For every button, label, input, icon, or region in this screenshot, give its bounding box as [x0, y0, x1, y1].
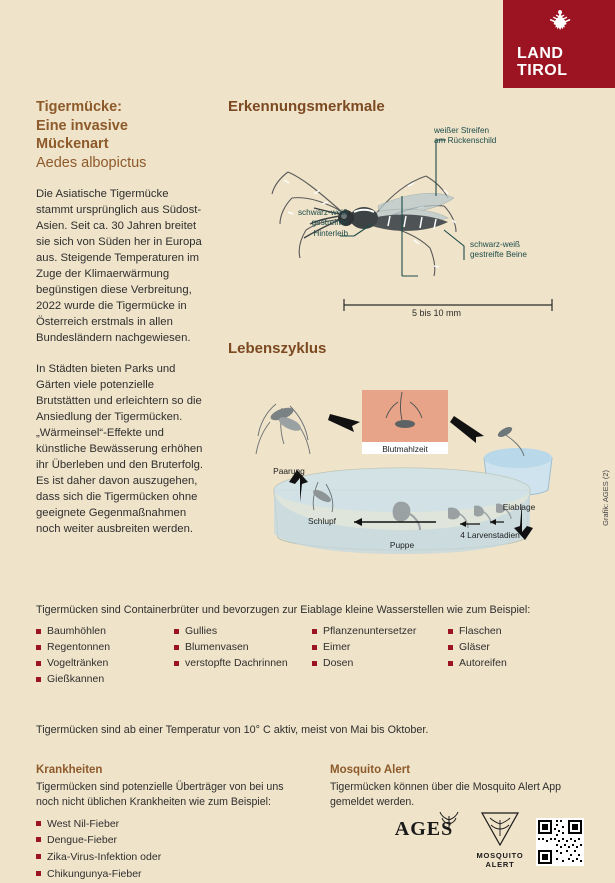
graphic-credit: Grafik: AGES (2) [601, 470, 610, 526]
mosquito-alert-text: Tigermücken können über die Mosquito Alert App gemeldet werden. [330, 781, 562, 808]
diseases-heading: Krankheiten [36, 764, 103, 776]
callout-legs-line2: gestreifte Beine [470, 250, 527, 260]
list-item: Gießkannen [36, 672, 174, 688]
cycle-label-eiablage: Eiablage [502, 502, 536, 512]
mosquito-anatomy-illustration [222, 120, 582, 325]
list-item: Vogeltränken [36, 656, 174, 672]
diseases-section [36, 764, 306, 883]
breeding-sites-column-4 [448, 624, 586, 688]
callout-white-stripe: weißer Streifen am Rückenschild [434, 126, 497, 146]
lifecycle-illustration [222, 362, 582, 587]
breeding-sites-column-3 [312, 624, 448, 688]
callout-legs-line1: schwarz-weiß [470, 240, 521, 249]
section-heading-lifecycle: Lebenszyklus [228, 340, 327, 357]
page-subtitle: Aedes albopictus [36, 154, 147, 171]
scale-label: 5 bis 10 mm [412, 308, 462, 318]
mosquito-alert-section [330, 764, 585, 816]
mosquito-alert-wordmark [470, 852, 530, 869]
title-line-3: Mückenart [36, 136, 109, 153]
title-line-2: Eine invasive [36, 117, 128, 134]
cycle-label-puppe: Puppe [389, 540, 415, 550]
ages-logo [392, 818, 456, 841]
list-item: Chikungunya-Fieber [36, 866, 306, 883]
temperature-activity-text: Tigermücken sind ab einer Temperatur von 10° C aktiv, meist von Mai bis Oktober. [36, 724, 429, 736]
breeding-sites-column-1 [36, 624, 174, 688]
section-heading-features: Erkennungsmerkmale [228, 98, 385, 115]
page-title [36, 98, 204, 154]
breeding-sites-column-2 [174, 624, 312, 688]
ma-line-2: ALERT [485, 859, 515, 869]
list-item: Flaschen [448, 624, 586, 640]
list-item: verstopfte Dachrinnen [174, 656, 312, 672]
list-item: Gullies [174, 624, 312, 640]
logo-line-1: LAND [517, 45, 564, 62]
cycle-label-blutmahlzeit: Blutmahlzeit [382, 444, 428, 454]
callout-striped-legs [470, 240, 554, 261]
ages-plant-icon [434, 812, 464, 830]
mosquito-alert-logo [470, 812, 530, 869]
title-line-1: Tigermücke: [36, 99, 122, 115]
list-item: Dengue-Fieber [36, 832, 306, 849]
callout-abdomen-line3: Hinterleib [313, 228, 348, 238]
mosquito-alert-shield-icon [480, 812, 520, 846]
ma-line-1: MOSQUITO [476, 851, 524, 860]
mosquito-alert-heading: Mosquito Alert [330, 764, 411, 776]
callout-abdomen-line2: gestreifter [311, 218, 348, 228]
tirol-eagle-icon [515, 8, 605, 42]
diseases-text: Tigermücken sind potenzielle Überträger von bei uns noch nicht üblichen Krankheiten wie zum Beispiel: [36, 781, 284, 808]
intro-column [36, 98, 204, 551]
list-item: Regentonnen [36, 640, 174, 656]
callout-abdomen-line1: schwarz-weiß [297, 208, 348, 217]
list-item: Baumhöhlen [36, 624, 174, 640]
list-item: Eimer [312, 640, 448, 656]
cycle-label-schlupf: Schlupf [308, 516, 336, 526]
list-item: Dosen [312, 656, 448, 672]
diseases-list [36, 816, 306, 883]
list-item: Autoreifen [448, 656, 586, 672]
ages-wordmark: AGES [394, 818, 454, 840]
logo-wordmark [515, 46, 605, 80]
qr-code-icon[interactable] [536, 818, 584, 866]
list-item: Gläser [448, 640, 586, 656]
list-item: Blumenvasen [174, 640, 312, 656]
breeding-sites-list [36, 624, 588, 688]
list-item: West Nil-Fieber [36, 816, 306, 833]
logo-line-2: TIROL [517, 61, 568, 79]
intro-paragraph-1: Die Asiatische Tigermücke stammt ursprünglich aus Südost-Asien. Seit ca. 30 Jahren breitet sie sich von Süden her in Europa aus. Steigende Temperaturen im Zuge der Klimaerwärmung begünstigen diese Verbreitung, 2022 wurde die Tigermücke in Österreich erstmals in allen Bundesländern nachgewiesen. [36, 188, 202, 345]
land-tirol-logo [503, 0, 615, 88]
cycle-label-paarung: Paarung [273, 466, 305, 476]
intro-paragraph-2: In Städten bieten Parks und Gärten viele potenzielle Brutstätten und erleichtern so die Ansiedlung der Tigermücken. „Wärmeinsel“-Effekte und künstliche Bewässerung erhöhen ihr Überleben und den Bruterfolg. Es ist daher davon auszugehen, dass sich die Tigermücken ohne geeignete Gegenmaßnahmen noch weiter ausbreiten werden. [36, 362, 204, 535]
callout-striped-abdomen [274, 208, 348, 239]
list-item: Pflanzenuntersetzer [312, 624, 448, 640]
container-intro-text: Tigermücken sind Containerbrüter und bevorzugen zur Eiablage kleine Wasserstellen wie zum Beispiel: [36, 604, 531, 616]
list-item: Zika-Virus-Infektion oder [36, 849, 306, 866]
cycle-label-larvenstadien: 4 Larvenstadien [460, 530, 520, 540]
